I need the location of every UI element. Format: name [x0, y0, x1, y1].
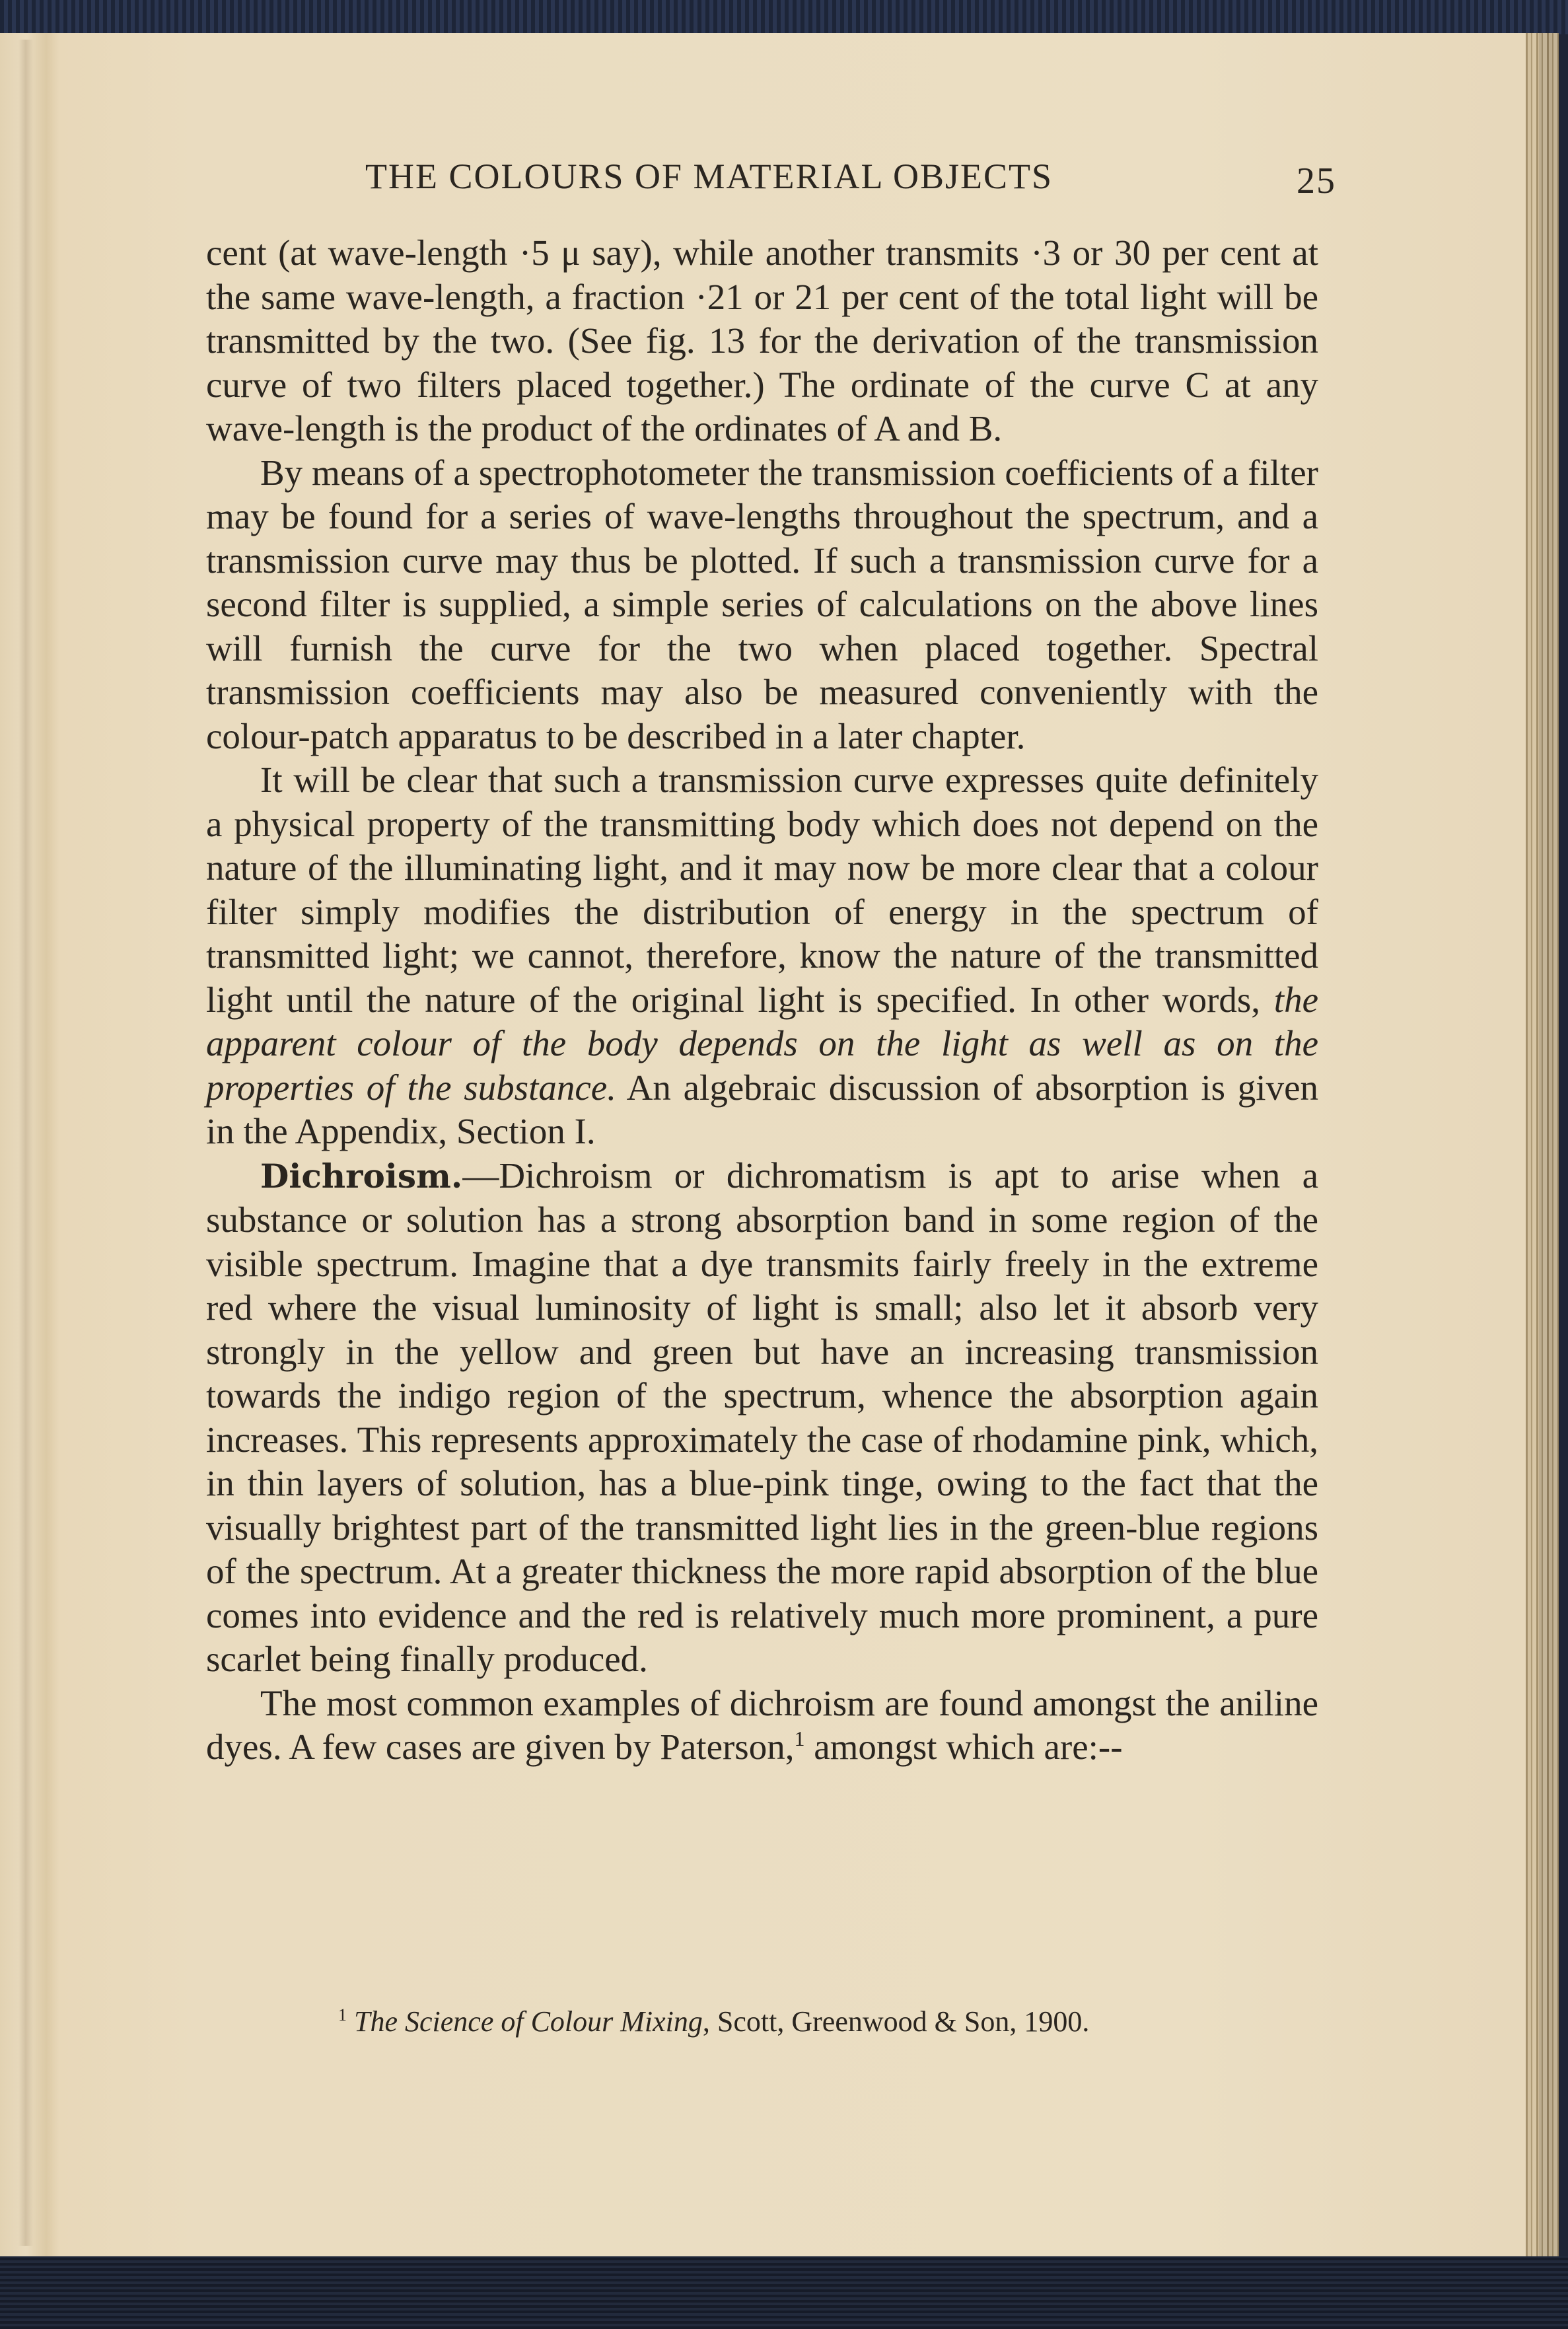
paragraph-text: amongst which are:-- — [804, 1727, 1123, 1767]
running-head — [365, 156, 1336, 202]
book-cover-cloth-bottom — [0, 2256, 1568, 2329]
paragraph-text: An algebraic discussion of absorption is given in the Appendix, Section I. — [206, 1067, 1318, 1151]
paragraph-5 — [206, 1682, 1318, 1770]
page-number: 25 — [1297, 161, 1336, 201]
spine-crease — [18, 40, 33, 2246]
running-head-title: THE COLOURS OF MATERIAL OBJECTS — [365, 157, 1053, 196]
paragraph-2 — [206, 451, 1318, 759]
page-edges — [1526, 33, 1559, 2259]
footnote-publisher: , Scott, Greenwood & Son, 1900. — [702, 2005, 1090, 2038]
emphasized-text: the apparent colour of the body depends on the light as well as on the properties of the substance. — [206, 979, 1318, 1108]
body-text — [206, 231, 1318, 1770]
section-heading-dichroism: Dichroism. — [260, 1156, 463, 1196]
footnote-reference[interactable]: 1 — [794, 1727, 805, 1750]
paragraph-text: —Dichroism or dichromatism is apt to arise when a substance or solution has a strong absorption band in some region of the visible spectrum. Imagine that a dye transmits fairly freely in the extreme red where the visual luminosity of light is small; also let it absorb very strongly in the yellow and green but have an increasing transmission towards the indigo region of the spectrum, whence the absorption again increases. This represents approximately the case of rhodamine pink, which, in thin layers of solution, has a blue-pink tinge, owing to the fact that the visually brightest part of the transmitted light lies in the green-blue regions of the spectrum. At a greater thickness the more rapid absorption of the blue comes into evidence and the red is relatively much more prominent, a pure scarlet being finally produced. — [206, 1155, 1318, 1679]
paragraph-1 — [206, 231, 1318, 451]
footnote-marker: 1 — [338, 2005, 347, 2024]
paragraph-3 — [206, 758, 1318, 1154]
paragraph-dichroism — [206, 1154, 1318, 1682]
paragraph-text: By means of a spectrophotometer the transmission coefficients of a filter may be found for a series of wave-lengths throughout the spectrum, and a transmission curve may thus be plotted. If such a transmission curve for a second filter is supplied, a simple series of calculations on the above lines will furnish the curve for the two when placed together. Spectral transmission coefficients may also be measured conveniently with the colour-patch apparatus to be described in a later chapter. — [206, 452, 1318, 756]
paragraph-text: cent (at wave-length ·5 μ say), while another transmits ·3 or 30 per cent at the same wave-length, a fraction ·21 or 21 per cent of the total light will be transmitted by the two. (See fig. 13 for the derivation of the transmission curve of two filters placed together.) The ordinate of the curve C at any wave-length is the product of the ordinates of A and B. — [206, 233, 1318, 448]
footnote — [338, 2005, 1263, 2038]
footnote-book-title: The Science of Colour Mixing — [354, 2005, 703, 2038]
paragraph-text: It will be clear that such a transmission curve expresses quite definitely a physical property of the transmitting body which does not depend on the nature of the illuminating light, and it may now be more clear that a colour filter simply modifies the distribution of energy in the spectrum of transmitted light; we cannot, therefore, know the nature of the transmitted light until the nature of the original light is specified. In other words, — [206, 760, 1318, 1020]
paragraph-text: The most common examples of dichroism are found amongst the aniline dyes. A few cases are given by Paterson, — [206, 1682, 1318, 1767]
book-cover-cloth-top — [0, 0, 1568, 34]
